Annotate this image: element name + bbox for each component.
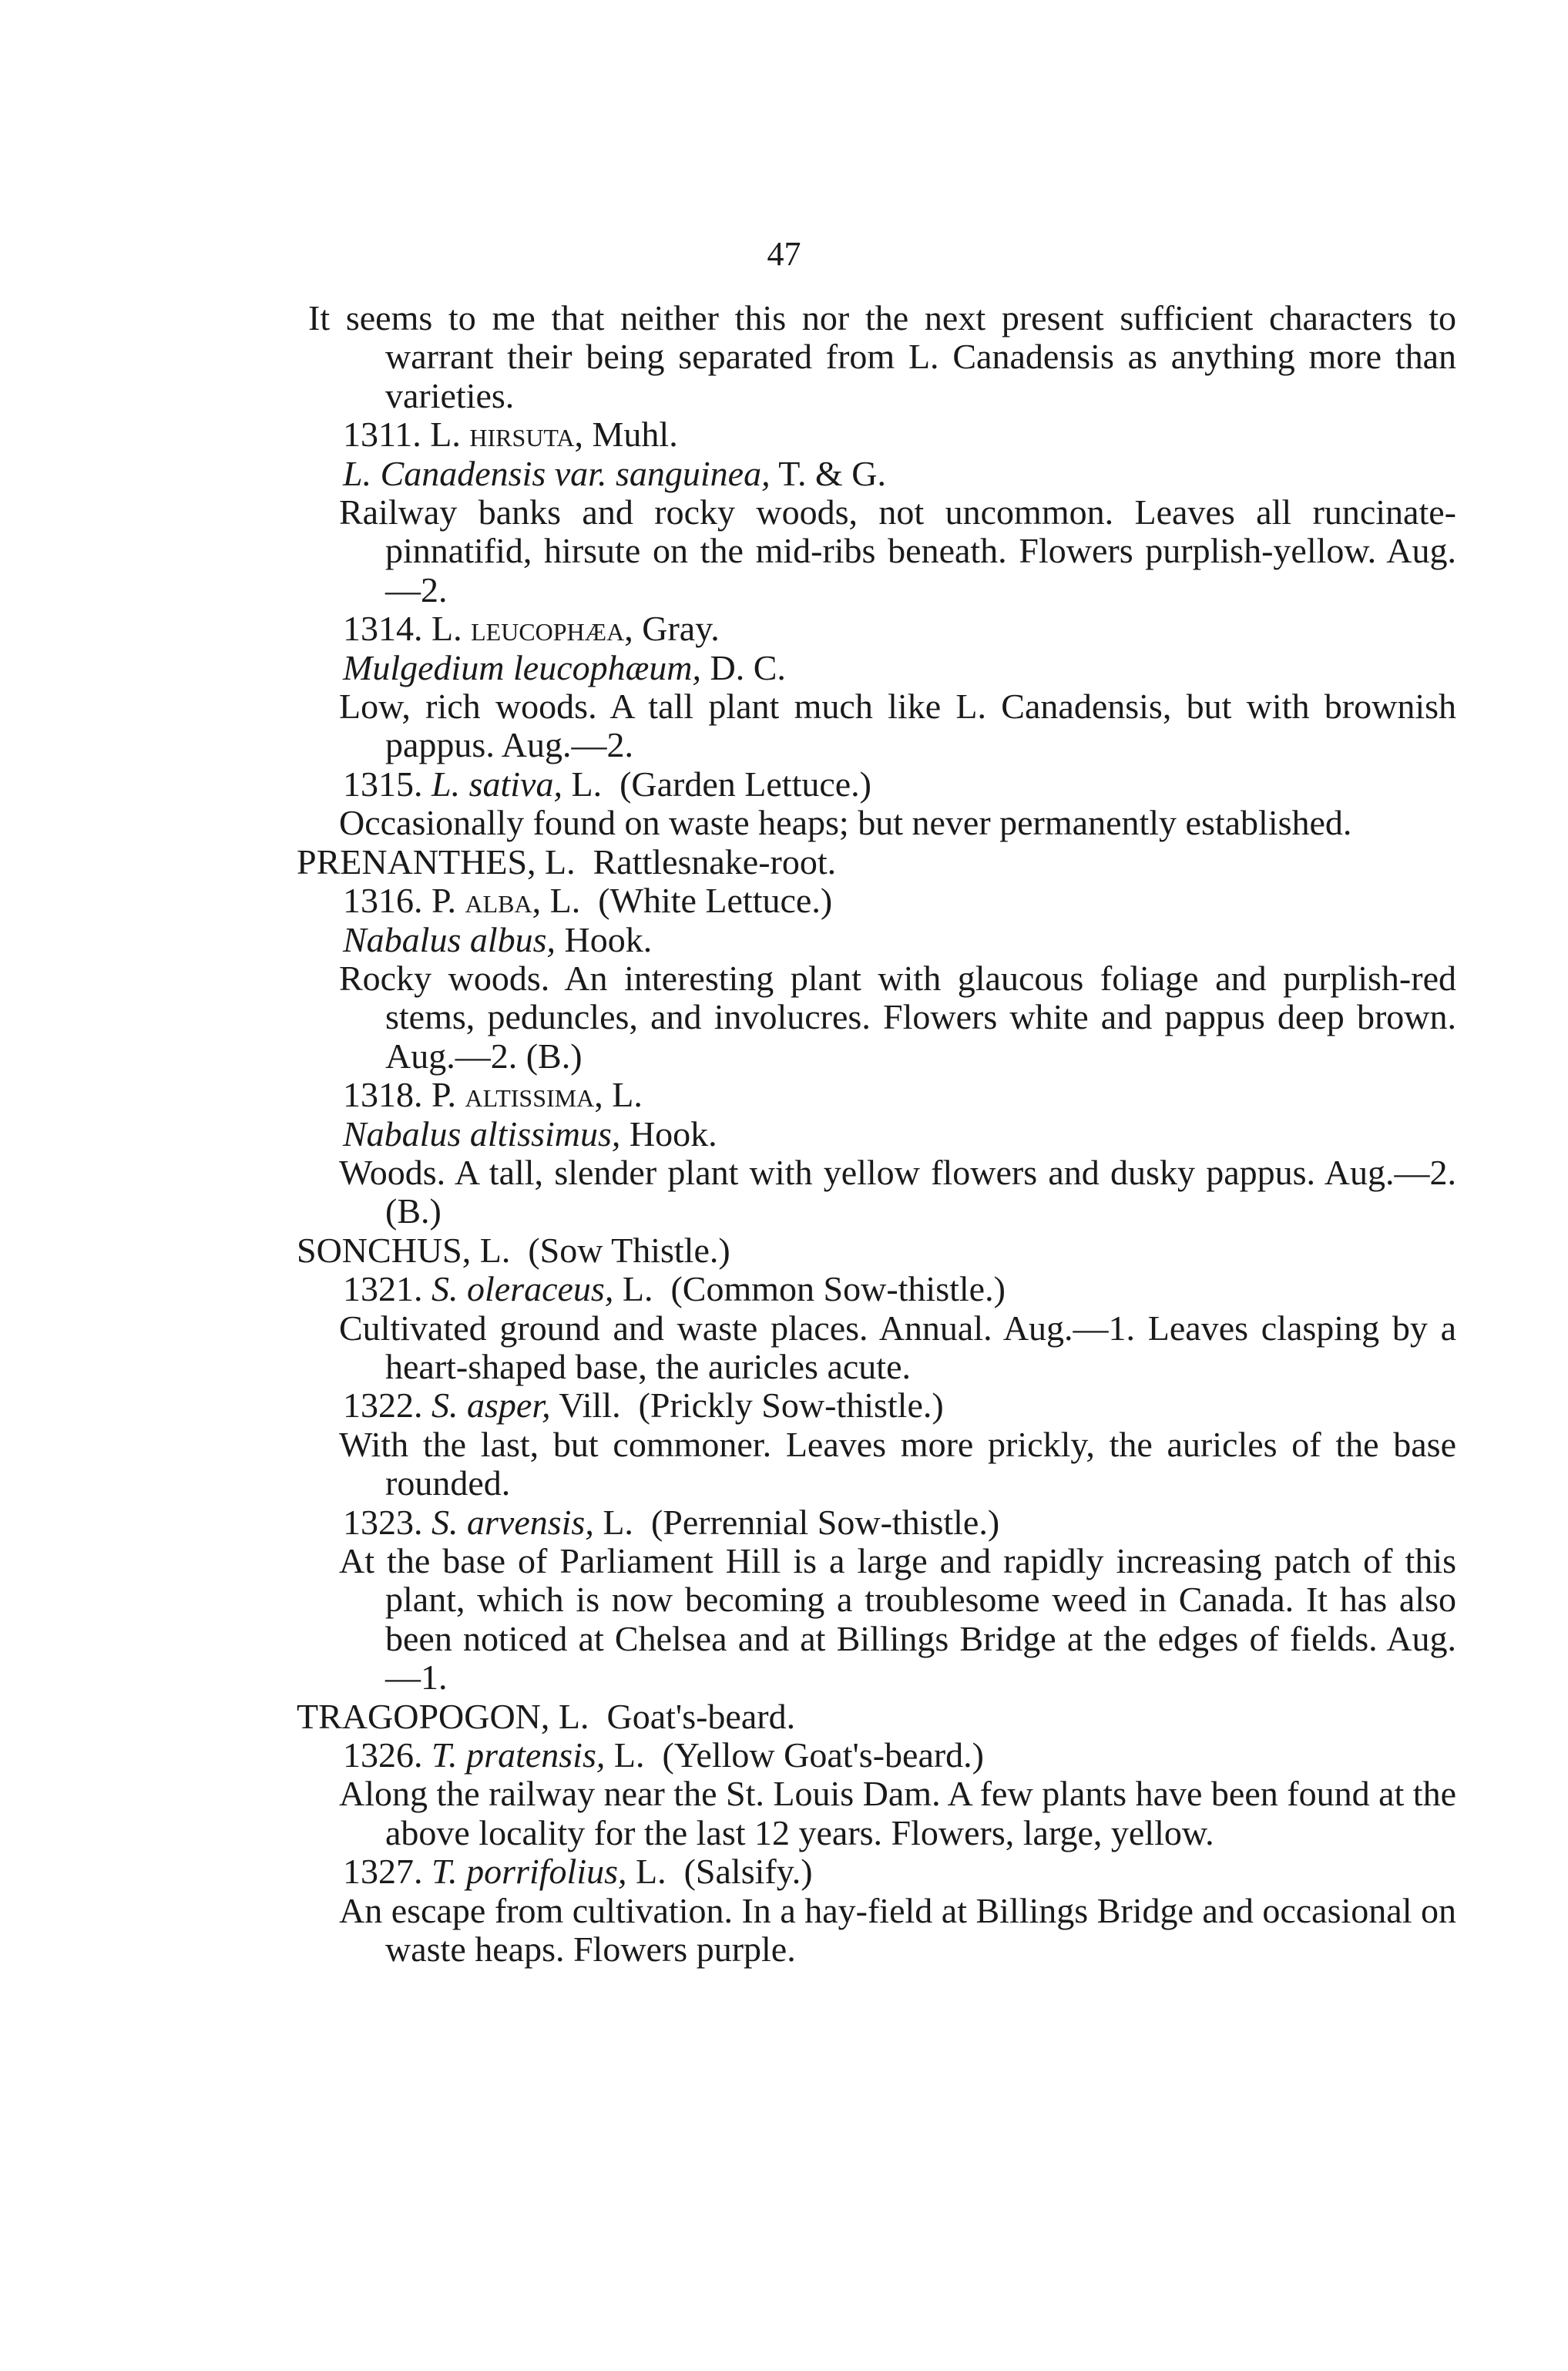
genus-heading-tragopogon <box>297 1698 1456 1736</box>
species-name: T. porrifolius, <box>431 1852 627 1892</box>
common-name: (Perrennial Sow-thistle.) <box>650 1502 1000 1542</box>
entry-number: 1311. <box>343 415 421 455</box>
entry-1321-heading <box>297 1270 1456 1308</box>
author: Muhl. <box>592 415 678 455</box>
genus-abbr: P. <box>431 881 456 921</box>
entry-1316-heading <box>297 882 1456 920</box>
entry-1323-heading <box>297 1503 1456 1542</box>
genus-heading-prenanthes <box>297 843 1456 882</box>
author: L. <box>636 1852 666 1892</box>
entry-number: 1318. <box>343 1075 423 1115</box>
entry-1327-heading <box>297 1852 1456 1891</box>
entry-1318-description: Woods. A tall, slender plant with yellow flowers and dusky pappus. Aug.—2. (B.) <box>339 1152 1456 1231</box>
entry-1326-heading <box>297 1736 1456 1775</box>
entry-1318-synonym <box>297 1115 1456 1154</box>
entry-1322-heading <box>297 1386 1456 1425</box>
entry-1316-synonym <box>297 921 1456 959</box>
species-name: S. arvensis, <box>431 1502 594 1542</box>
entry-1315-heading <box>297 765 1456 804</box>
entry-1311-synonym <box>297 455 1456 493</box>
genus-common-name: Rattlesnake-root. <box>593 841 837 882</box>
genus-abbr: L. <box>431 609 462 649</box>
entry-1321-description: Cultivated ground and waste places. Annual. Aug.—1. Leaves clasping by a heart-shaped base, the auricles acute. <box>339 1308 1456 1386</box>
entry-1322-description: With the last, but commoner. Leaves more prickly, the auricles of the base rounded. <box>339 1424 1456 1503</box>
species-name: hirsuta, <box>469 415 584 455</box>
genus-name: PRENANTHES, L. <box>297 841 576 882</box>
genus-name: SONCHUS, L. <box>297 1230 511 1270</box>
species-name: S. asper, <box>431 1385 551 1426</box>
synonym-name: Mulgedium leucophæum, <box>343 647 702 687</box>
author: L. <box>612 1075 643 1115</box>
species-name: alba, <box>465 881 542 921</box>
page-body <box>297 299 1456 1969</box>
author: Vill. <box>559 1385 621 1426</box>
entry-1314-heading <box>297 610 1456 648</box>
synonym-name: L. Canadensis <box>343 453 546 493</box>
entry-1314-description: Low, rich woods. A tall plant much like L. Canadensis, but with brownish pappus. Aug.—2. <box>339 687 1456 765</box>
common-name: (Yellow Goat's-beard.) <box>662 1735 984 1775</box>
entry-number: 1314. <box>343 609 423 649</box>
entry-number: 1322. <box>343 1385 423 1426</box>
author: L. <box>603 1502 633 1542</box>
author: L. <box>622 1269 653 1309</box>
synonym-author: Hook. <box>629 1113 717 1154</box>
entry-1316-description: Rocky woods. An interesting plant with glaucous foliage and purplish-red stems, peduncles, and involucres. Flowers white and pappus deep brown. Aug.—2. (B.) <box>339 958 1456 1076</box>
entry-1311-description: Railway banks and rocky woods, not uncommon. Leaves all runcinate-pinnatifid, hirsute on the mid-ribs beneath. Flowers purplish-yellow. Aug.—2. <box>339 492 1456 610</box>
synonym-name: Nabalus albus, <box>343 919 556 959</box>
synonym-author: D. C. <box>710 647 786 687</box>
entry-number: 1321. <box>343 1269 423 1309</box>
genus-heading-sonchus <box>297 1231 1456 1270</box>
entry-number: 1316. <box>343 881 423 921</box>
entry-number: 1326. <box>343 1735 423 1775</box>
entry-1326-description: Along the railway near the St. Louis Dam. A few plants have been found at the above locality for the last 12 years. Flowers, large, yellow. <box>339 1774 1456 1852</box>
entry-1323-description: At the base of Parliament Hill is a large and rapidly increasing patch of this plant, which is now becoming a troublesome weed in Canada. It has also been noticed at Chelsea and at Billings Bridge at the edges of fields. Aug.—1. <box>339 1541 1456 1698</box>
synonym-author: T. & G. <box>778 453 886 493</box>
entry-number: 1315. <box>343 764 423 804</box>
synonym-variety: var. sanguinea, <box>554 453 771 493</box>
entry-1314-synonym <box>297 649 1456 687</box>
common-name: (White Lettuce.) <box>598 881 833 921</box>
entry-number: 1323. <box>343 1502 423 1542</box>
synonym-author: Hook. <box>564 919 653 959</box>
species-name: leucophæa, <box>471 609 633 649</box>
entry-number: 1327. <box>343 1852 423 1892</box>
genus-abbr: L. <box>430 415 461 455</box>
common-name: (Garden Lettuce.) <box>619 764 871 804</box>
species-name: L. sativa, <box>431 764 562 804</box>
author: L. <box>549 881 581 921</box>
entry-1311-heading <box>297 415 1456 454</box>
intro-paragraph: It seems to me that neither this nor the next present sufficient characters to warrant their being separated from L. Canadensis as anything more than varieties. <box>308 298 1456 415</box>
species-name: altissima, <box>465 1075 603 1115</box>
genus-name: TRAGOPOGON, L. <box>297 1696 589 1736</box>
entry-1315-description: Occasionally found on waste heaps; but never permanently established. <box>339 803 1352 843</box>
author: L. <box>571 764 603 804</box>
page-number: 47 <box>767 235 801 273</box>
species-name: S. oleraceus, <box>431 1269 614 1309</box>
common-name: (Salsify.) <box>683 1852 813 1892</box>
genus-common-name: (Sow Thistle.) <box>528 1230 730 1270</box>
genus-abbr: P. <box>431 1075 456 1115</box>
common-name: (Common Sow-thistle.) <box>670 1269 1006 1309</box>
author: L. <box>613 1735 645 1775</box>
author: Gray. <box>642 609 720 649</box>
common-name: (Prickly Sow-thistle.) <box>638 1385 944 1426</box>
entry-1318-heading <box>297 1076 1456 1114</box>
synonym-name: Nabalus altissimus, <box>343 1113 621 1154</box>
species-name: T. pratensis, <box>431 1735 606 1775</box>
entry-1327-description: An escape from cultivation. In a hay-field at Billings Bridge and occasional on waste heaps. Flowers purple. <box>339 1890 1456 1970</box>
genus-common-name: Goat's-beard. <box>606 1696 796 1736</box>
